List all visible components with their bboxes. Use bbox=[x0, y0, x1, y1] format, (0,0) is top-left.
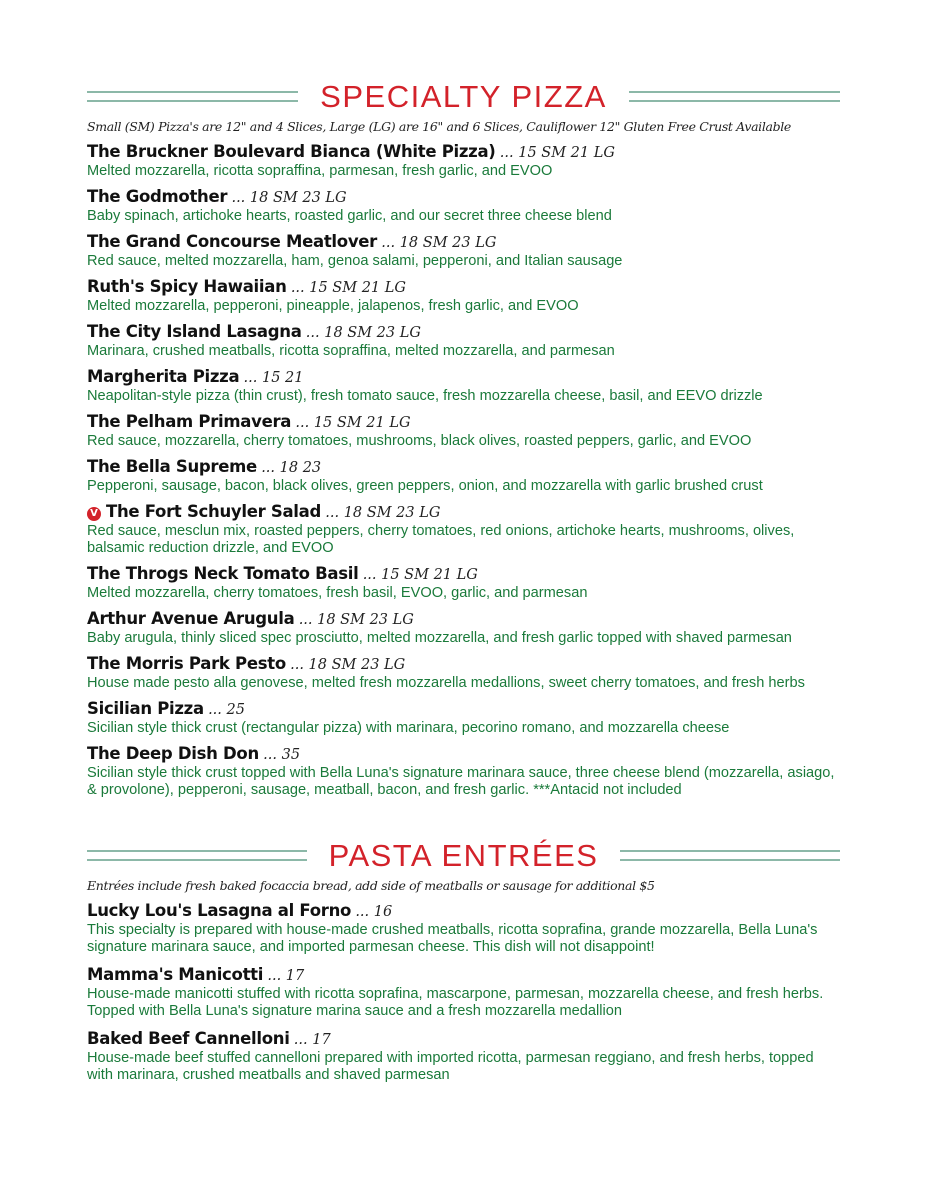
item-name: Ruth's Spicy Hawaiian bbox=[87, 277, 287, 296]
item-name: The Fort Schuyler Salad bbox=[106, 502, 322, 521]
item-description: Red sauce, mozzarella, cherry tomatoes, mushrooms, black olives, roasted peppers, garlic, and EVOO bbox=[87, 433, 752, 449]
menu-item bbox=[87, 1029, 840, 1084]
item-description: Neapolitan-style pizza (thin crust), fresh tomato sauce, fresh mozzarella cheese, basil, and EEVO drizzle bbox=[87, 388, 763, 404]
item-price: ... 18 SM 23 LG bbox=[381, 235, 497, 251]
item-price: ... 15 SM 21 LG bbox=[362, 567, 478, 583]
menu-item bbox=[87, 654, 840, 692]
item-name: The Morris Park Pesto bbox=[87, 654, 286, 673]
pasta-entrees-note: Entrées include fresh baked focaccia bread, add side of meatballs or sausage for additional $5 bbox=[87, 878, 655, 893]
pasta-list bbox=[87, 901, 840, 1084]
item-description: Pepperoni, sausage, bacon, black olives, green peppers, onion, and mozzarella with garlic brushed crust bbox=[87, 478, 763, 494]
specialty-pizza-header bbox=[87, 71, 840, 121]
header-rule-left bbox=[87, 91, 298, 102]
item-description: House made pesto alla genovese, melted fresh mozzarella medallions, sweet cherry tomatoes, and fresh herbs bbox=[87, 675, 805, 691]
item-price: ... 18 SM 23 LG bbox=[325, 505, 441, 521]
vegetarian-badge-icon: V bbox=[87, 507, 101, 521]
pizza-list bbox=[87, 142, 840, 799]
item-description: Melted mozzarella, ricotta sopraffina, parmesan, fresh garlic, and EVOO bbox=[87, 163, 553, 179]
item-name: The Godmother bbox=[87, 187, 228, 206]
item-name: The Bruckner Boulevard Bianca (White Pizza) bbox=[87, 142, 496, 161]
menu-item bbox=[87, 457, 840, 495]
item-name: The Throgs Neck Tomato Basil bbox=[87, 564, 359, 583]
pizza-size-note: Small (SM) Pizza's are 12" and 4 Slices, Large (LG) are 16" and 6 Slices, Cauliflower 12" Gluten Free Crust Available bbox=[87, 119, 791, 134]
item-price: ... 18 SM 23 LG bbox=[231, 190, 347, 206]
item-name: Baked Beef Cannelloni bbox=[87, 1029, 290, 1048]
item-price: ... 15 SM 21 LG bbox=[499, 145, 615, 161]
section-title: SPECIALTY PIZZA bbox=[320, 78, 607, 114]
menu-item bbox=[87, 412, 840, 450]
item-name: The Grand Concourse Meatlover bbox=[87, 232, 378, 251]
item-price: ... 18 SM 23 LG bbox=[290, 657, 406, 673]
menu-item bbox=[87, 142, 840, 180]
item-name: Arthur Avenue Arugula bbox=[87, 609, 295, 628]
item-price: ... 18 SM 23 LG bbox=[298, 612, 414, 628]
menu-item bbox=[87, 744, 840, 799]
item-price: ... 17 bbox=[293, 1032, 331, 1048]
item-price: ... 18 23 bbox=[261, 460, 322, 476]
item-price: ... 15 21 bbox=[243, 370, 304, 386]
item-description: Red sauce, melted mozzarella, ham, genoa salami, pepperoni, and Italian sausage bbox=[87, 253, 623, 269]
menu-item bbox=[87, 502, 840, 557]
item-description: House-made beef stuffed cannelloni prepared with imported ricotta, parmesan reggiano, and fresh herbs, topped with marinara, crushed meatballs and shaved parmesan bbox=[87, 1050, 814, 1083]
menu-item bbox=[87, 277, 840, 315]
menu-item bbox=[87, 322, 840, 360]
item-name: The Deep Dish Don bbox=[87, 744, 259, 763]
header-rule-left bbox=[87, 850, 307, 861]
item-price: ... 17 bbox=[267, 968, 305, 984]
menu-item bbox=[87, 609, 840, 647]
item-name: The Bella Supreme bbox=[87, 457, 257, 476]
pasta-entrees-header bbox=[87, 830, 840, 880]
item-price: ... 18 SM 23 LG bbox=[305, 325, 421, 341]
item-name: Margherita Pizza bbox=[87, 367, 240, 386]
menu-item bbox=[87, 232, 840, 270]
item-price: ... 16 bbox=[355, 904, 393, 920]
item-description: Baby spinach, artichoke hearts, roasted garlic, and our secret three cheese blend bbox=[87, 208, 612, 224]
item-name: Mamma's Manicotti bbox=[87, 965, 264, 984]
menu-item bbox=[87, 187, 840, 225]
item-description: Melted mozzarella, pepperoni, pineapple, jalapenos, fresh garlic, and EVOO bbox=[87, 298, 579, 314]
item-description: Melted mozzarella, cherry tomatoes, fresh basil, EVOO, garlic, and parmesan bbox=[87, 585, 588, 601]
item-description: Marinara, crushed meatballs, ricotta sopraffina, melted mozzarella, and parmesan bbox=[87, 343, 615, 359]
item-name: The Pelham Primavera bbox=[87, 412, 292, 431]
menu-item bbox=[87, 699, 840, 737]
item-description: This specialty is prepared with house-made crushed meatballs, ricotta soprafina, grande mozzarella, Bella Luna's signature marinara sauce, and imported parmesan cheese. This dish will not disappoint! bbox=[87, 922, 818, 955]
menu-page bbox=[87, 0, 840, 1093]
item-price: ... 15 SM 21 LG bbox=[295, 415, 411, 431]
item-description: Red sauce, mesclun mix, roasted peppers, cherry tomatoes, red onions, artichoke hearts, mushrooms, olives, balsamic reduction drizzle, and EVOO bbox=[87, 523, 795, 556]
item-description: Sicilian style thick crust (rectangular pizza) with marinara, pecorino romano, and mozzarella cheese bbox=[87, 720, 730, 736]
item-name: The City Island Lasagna bbox=[87, 322, 302, 341]
item-price: ... 15 SM 21 LG bbox=[290, 280, 406, 296]
section-title: PASTA ENTRÉES bbox=[328, 837, 599, 873]
menu-item bbox=[87, 965, 840, 1020]
item-description: Baby arugula, thinly sliced spec prosciutto, melted mozzarella, and fresh garlic topped with shaved parmesan bbox=[87, 630, 792, 646]
item-price: ... 25 bbox=[208, 702, 245, 718]
header-rule-right bbox=[629, 91, 840, 102]
item-description: House-made manicotti stuffed with ricotta soprafina, mascarpone, parmesan, mozzarella cheese, and fresh herbs. Topped with Bella Luna's signature marina sauce and a fresh mozzarella medallion bbox=[87, 986, 824, 1019]
menu-item bbox=[87, 901, 840, 956]
item-description: Sicilian style thick crust topped with Bella Luna's signature marinara sauce, three cheese blend (mozzarella, asiago, & provolone), pepperoni, sausage, meatball, bacon, and fresh garlic. ***Antacid not included bbox=[87, 765, 835, 798]
menu-item bbox=[87, 367, 840, 405]
item-name: Sicilian Pizza bbox=[87, 699, 204, 718]
menu-item bbox=[87, 564, 840, 602]
item-name: Lucky Lou's Lasagna al Forno bbox=[87, 901, 352, 920]
item-price: ... 35 bbox=[263, 747, 301, 763]
header-rule-right bbox=[620, 850, 840, 861]
